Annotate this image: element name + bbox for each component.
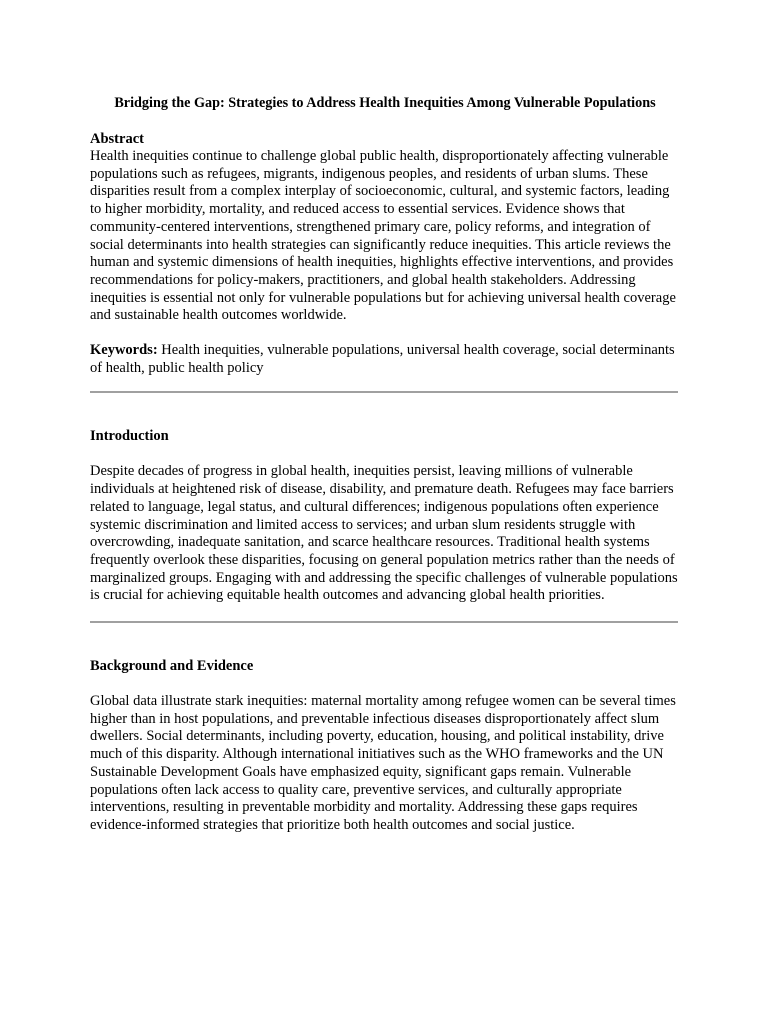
background-heading: Background and Evidence — [90, 658, 254, 675]
keywords-text: Health inequities, vulnerable populations, universal health coverage, social determinants of health, public health policy — [90, 342, 675, 376]
introduction-text: Despite decades of progress in global health, inequities persist, leaving millions of vulnerable individuals at heightened risk of disease, disability, and premature death. Refugees may face barriers related to language, legal status, and cultural differences; indigenous populations often experience systemic discrimination and limited access to services; and urban slum residents struggle with overcrowding, inadequate sanitation, and scarce healthcare resources. Traditional health systems frequently overlook these disparities, focusing on general population metrics rather than the needs of marginalized groups. Engaging with and addressing the specific challenges of vulnerable populations is crucial for achieving equitable health outcomes and advancing global health priorities. — [90, 463, 678, 604]
introduction-heading: Introduction — [90, 428, 169, 445]
abstract-heading: Abstract — [90, 131, 144, 147]
document-page — [90, 94, 680, 835]
section-divider — [90, 621, 678, 623]
keywords-label: Keywords: — [90, 342, 158, 359]
keywords — [90, 342, 680, 377]
section-divider — [90, 391, 678, 393]
background-text: Global data illustrate stark inequities: maternal mortality among refugee women can be several times higher than in host populations, and preventable infectious diseases disproportionately affect slum dwellers. Social determinants, including poverty, education, housing, and political instability, drive much of this disparity. Although international initiatives such as the WHO frameworks and the UN Sustainable Development Goals have emphasized equity, significant gaps remain. Vulnerable populations often lack access to quality care, preventive services, and culturally appropriate interventions, resulting in preventable morbidity and mortality. Addressing these gaps requires evidence-informed strategies that prioritize both health outcomes and social justice. — [90, 693, 676, 833]
abstract-text: Health inequities continue to challenge global public health, disproportionately affecting vulnerable populations such as refugees, migrants, indigenous peoples, and residents of urban slums. These disparities result from a complex interplay of socioeconomic, cultural, and systemic factors, leading to higher morbidity, mortality, and reduced access to essential services. Evidence shows that community-centered interventions, strengthened primary care, policy reforms, and integration of social determinants into health strategies can significantly reduce inequities. This article reviews the human and systemic dimensions of health inequities, highlights effective interventions, and provides recommendations for policy-makers, practitioners, and global health stakeholders. Addressing inequities is essential not only for vulnerable populations but for achieving universal health coverage and sustainable health outcomes worldwide. — [90, 148, 676, 324]
document-title: Bridging the Gap: Strategies to Address Health Inequities Among Vulnerable Populations — [114, 95, 656, 111]
